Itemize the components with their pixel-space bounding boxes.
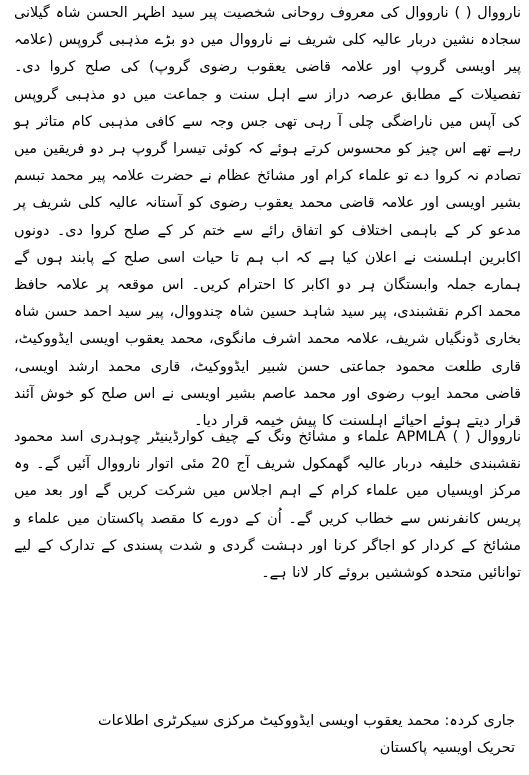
news-item-apmla-visit: نارووال ( ) APMLA علماء و مشائخ ونگ کے چیف کوارڈینیٹر چوہدری اسد محمود نقشبندی خلیفہ دربار عالیہ گھمکول شریف آج 20 مئی اتوار نارووال آئیں گے۔ وہ مرکز اویسیاں میں علماء کرام کے اہم اجلاس میں شرکت کریں گے اور بعد میں پریس کانفرنس سے خطاب کریں گے۔ اُن کے دورے کا مقصد پاکستان میں علماء و مشائخ کے کردار کو اجاگر کرنا اور دہشت گردی و شدت پسندی کے تدارک کے لیے توانائیں متحدہ کوششیں بروئے کار لانا ہے۔ (14, 429, 522, 582)
news-item-reconciliation: نارووال ( ) نارووال کی معروف روحانی شخصیت پیر سید اظہر الحسن شاہ گیلانی سجادہ نشین دربار عالیہ کلی شریف نے نارووال میں دو بڑے مذہبی گروپس (علامہ پیر اویسی گروپ اور علامہ قاضی یعقوب رضوی گروپ) کی صلح کروا دی۔ تفصیلات کے مطابق عرصہ دراز سے اہل سنت و جماعت میں دو مذہبی گروپس کی آپس میں ناراضگی چلی آ رہی تھی جس وجہ سے کافی مذہبی کام متاثر ہو رہے تھے اس چیز کو محسوس کرتے ہوئے کہ کوئی تیسرا گروپ ہر دو فریقین میں تصادم نہ کروا دے تو علماء کرام اور مشائخ عظام نے حضرت علامہ پیر محمد تبسم بشیر اویسی اور علامہ قاضی محمد یعقوب رضوی کو آستانہ عالیہ کلی شریف پر مدعو کر کے باہمی اختلاف کو اتفاق رائے سے ختم کر کے صلح کروا دی۔ دونوں اکابرین اہلسنت نے اعلان کیا ہے کہ اب ہم تا حیات اسی صلح کے پابند ہوں گے ہمارے جملہ وابستگان ہر دو اکابر کا احترام کریں۔ اس موقعہ پر علامہ حافظ محمد اکرم نقشبندی، پیر سید شاہد حسین شاہ چندووال، پیر سید احمد حسن شاہ بخاری ڈونگیاں شریف، علامہ محمد اشرف مانگوی، محمد یعقوب اویسی ایڈووکیٹ، قاری طلعت محمود جماعتی حسن شبیر ایڈووکیٹ، قاری محمد ارشد اویسی، قاضی محمد ایوب رضوی اور محمد عاصم بشیر اویسی نے اس صلح کو خوش آئند قرار دیتے ہوئے احیائے اہلسنت کا پیش خیمہ قرار دیا۔ (14, 5, 521, 430)
issued-by-footer: جاری کردہ: محمد یعقوب اویسی ایڈووکیٹ مرکزی سیکرٹری اطلاعات تحریک اویسیہ پاکستان (98, 713, 515, 756)
